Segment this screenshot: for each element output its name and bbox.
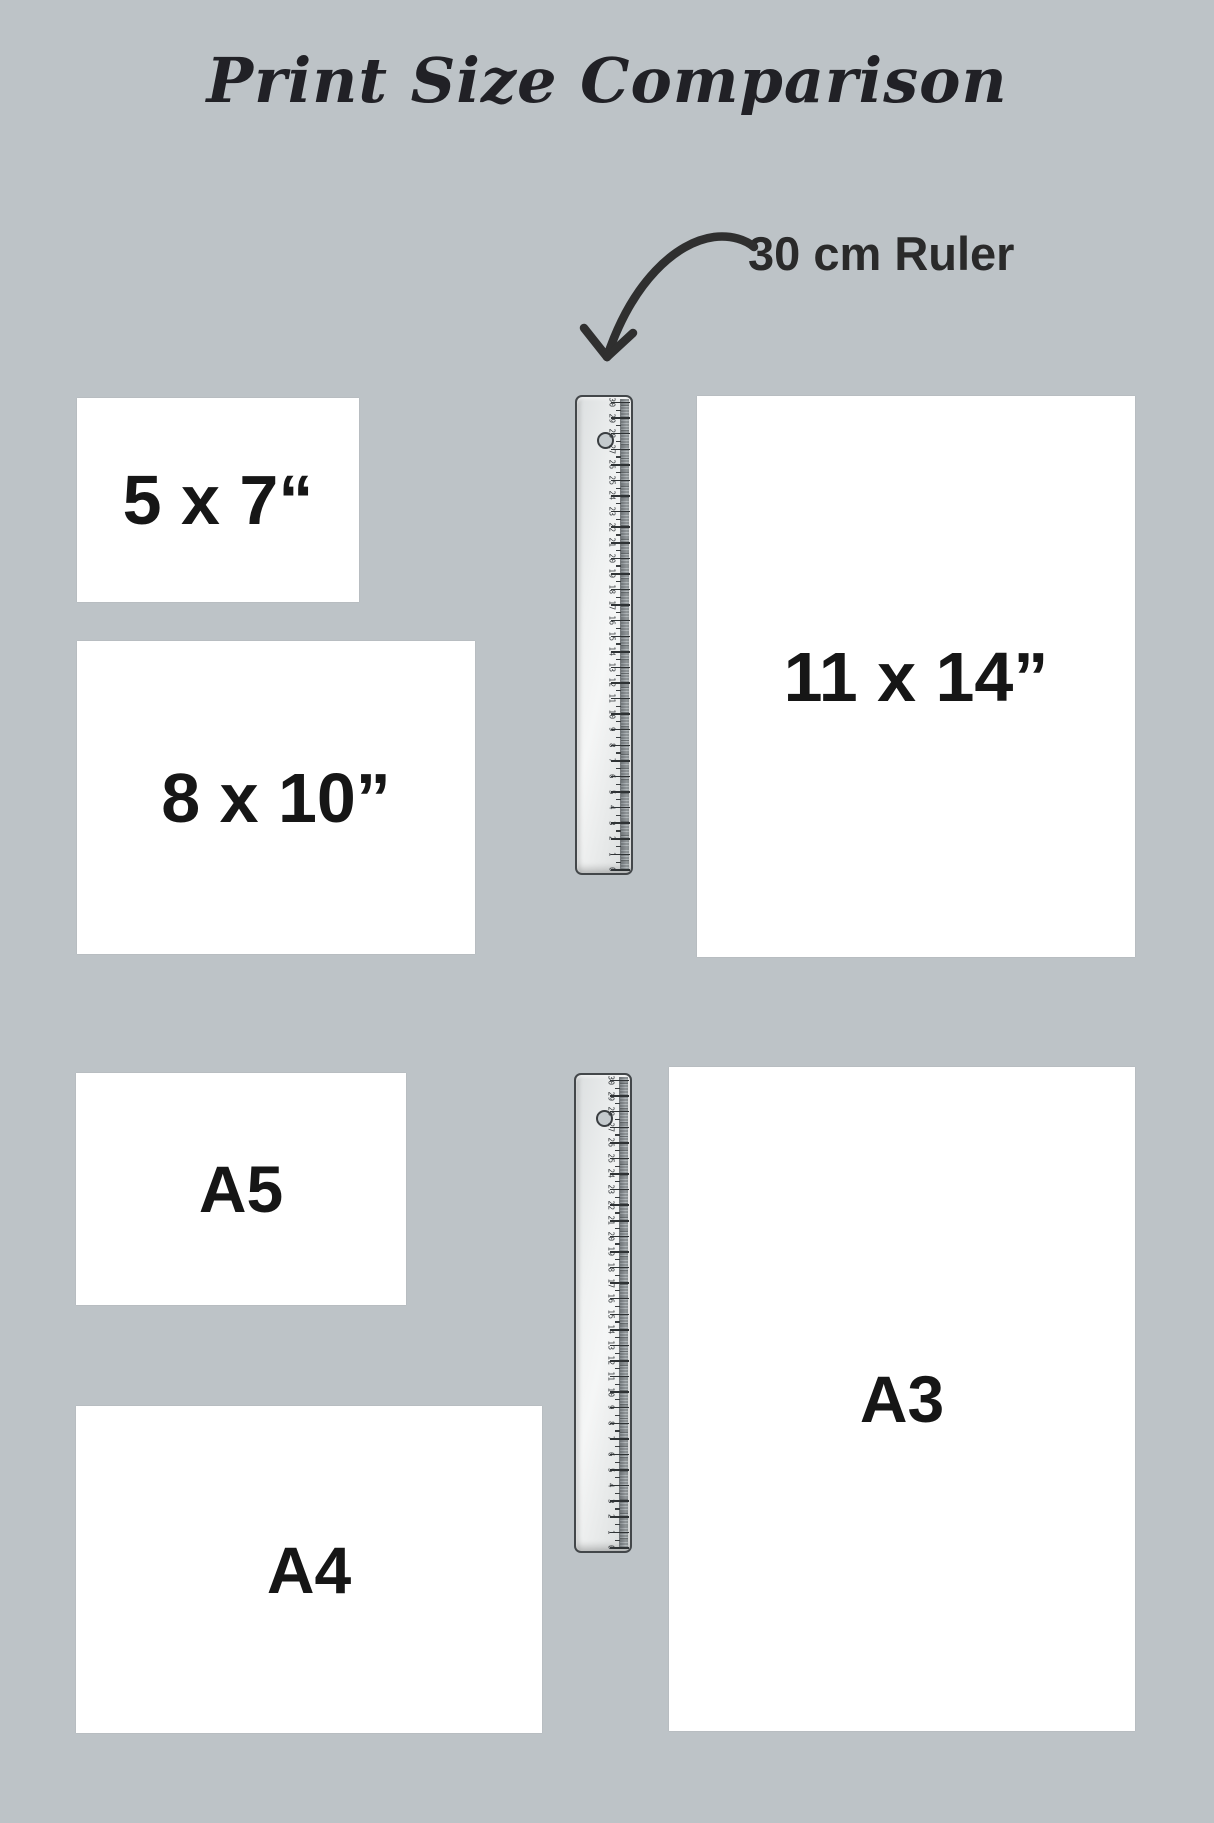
print-size-8x10 <box>77 641 475 954</box>
print-size-5x7-label: 5 x 7“ <box>122 461 314 539</box>
ruler-cm-number: 18 <box>606 1262 616 1273</box>
page-title: Print Size Comparison <box>206 44 1008 117</box>
ruler-cm-number: 21 <box>607 537 617 548</box>
ruler-cm-number: 16 <box>606 1293 616 1304</box>
ruler-cm-number: 21 <box>606 1215 616 1226</box>
print-size-8x10-label: 8 x 10” <box>161 758 391 837</box>
ruler-cm-number: 22 <box>606 1200 616 1211</box>
ruler-cm-number: 13 <box>607 662 617 673</box>
curved-arrow-icon <box>540 200 780 380</box>
ruler-cm-number: 0 <box>607 867 617 873</box>
ruler-cm-number: 19 <box>606 1246 616 1257</box>
ruler-cm-number: 26 <box>607 459 617 470</box>
print-size-a4-label: A4 <box>266 1532 352 1607</box>
ruler-30cm-top <box>575 395 633 875</box>
ruler-cm-number: 2 <box>606 1514 616 1520</box>
ruler-cm-number: 6 <box>607 773 617 779</box>
ruler-cm-number: 30 <box>606 1075 616 1086</box>
ruler-cm-number: 5 <box>606 1467 616 1473</box>
ruler-cm-number: 24 <box>606 1168 616 1179</box>
ruler-cm-number: 29 <box>607 413 617 424</box>
print-size-a3 <box>669 1067 1135 1731</box>
ruler-cm-number: 20 <box>606 1231 616 1242</box>
ruler-cm-number: 9 <box>606 1405 616 1411</box>
ruler-cm-number: 12 <box>606 1355 616 1366</box>
ruler-cm-number: 24 <box>607 490 617 501</box>
ruler-cm-number: 15 <box>606 1309 616 1320</box>
ruler-cm-number: 1 <box>606 1529 616 1535</box>
ruler-cm-number: 6 <box>606 1451 616 1457</box>
ruler-cm-number: 11 <box>607 693 617 704</box>
ruler-marks <box>577 397 631 873</box>
print-size-5x7 <box>77 398 359 602</box>
ruler-cm-number: 23 <box>606 1184 616 1195</box>
print-size-a4 <box>76 1406 542 1733</box>
ruler-cm-number: 14 <box>607 646 617 657</box>
ruler-cm-number: 19 <box>607 568 617 579</box>
ruler-cm-number: 25 <box>606 1153 616 1164</box>
ruler-cm-number: 7 <box>607 758 617 764</box>
print-size-a5 <box>76 1073 406 1305</box>
ruler-cm-number: 3 <box>607 820 617 826</box>
ruler-cm-number: 10 <box>606 1387 616 1398</box>
ruler-cm-number: 0 <box>606 1545 616 1551</box>
ruler-cm-number: 28 <box>606 1106 616 1117</box>
ruler-cm-number: 4 <box>606 1483 616 1489</box>
ruler-cm-number: 29 <box>606 1091 616 1102</box>
ruler-30cm-bottom <box>574 1073 632 1553</box>
ruler-cm-number: 27 <box>606 1122 616 1133</box>
print-size-11x14-label: 11 x 14” <box>783 637 1049 716</box>
ruler-cm-number: 3 <box>606 1498 616 1504</box>
ruler-cm-number: 12 <box>607 677 617 688</box>
ruler-cm-number: 15 <box>607 631 617 642</box>
ruler-cm-number: 1 <box>607 851 617 857</box>
ruler-cm-number: 10 <box>607 709 617 720</box>
ruler-cm-number: 5 <box>607 789 617 795</box>
print-size-11x14 <box>697 396 1135 957</box>
ruler-cm-number: 30 <box>607 397 617 408</box>
ruler-cm-number: 23 <box>607 506 617 517</box>
ruler-cm-number: 17 <box>607 600 617 611</box>
ruler-cm-number: 8 <box>606 1420 616 1426</box>
ruler-cm-number: 2 <box>607 836 617 842</box>
ruler-cm-number: 26 <box>606 1137 616 1148</box>
ruler-cm-number: 20 <box>607 553 617 564</box>
ruler-cm-number: 7 <box>606 1436 616 1442</box>
ruler-callout-label: 30 cm Ruler <box>748 227 1015 280</box>
ruler-cm-number: 4 <box>607 805 617 811</box>
ruler-marks <box>576 1075 630 1551</box>
ruler-cm-number: 8 <box>607 742 617 748</box>
ruler-cm-number: 16 <box>607 615 617 626</box>
ruler-cm-number: 9 <box>607 727 617 733</box>
ruler-cm-number: 25 <box>607 475 617 486</box>
ruler-cm-number: 22 <box>607 522 617 533</box>
ruler-cm-number: 11 <box>606 1371 616 1382</box>
ruler-cm-number: 13 <box>606 1340 616 1351</box>
print-size-a5-label: A5 <box>198 1152 284 1226</box>
ruler-cm-number: 27 <box>607 444 617 455</box>
print-size-a3-label: A3 <box>859 1362 945 1436</box>
ruler-cm-number: 28 <box>607 428 617 439</box>
ruler-cm-number: 18 <box>607 584 617 595</box>
ruler-cm-number: 17 <box>606 1278 616 1289</box>
ruler-cm-number: 14 <box>606 1324 616 1335</box>
